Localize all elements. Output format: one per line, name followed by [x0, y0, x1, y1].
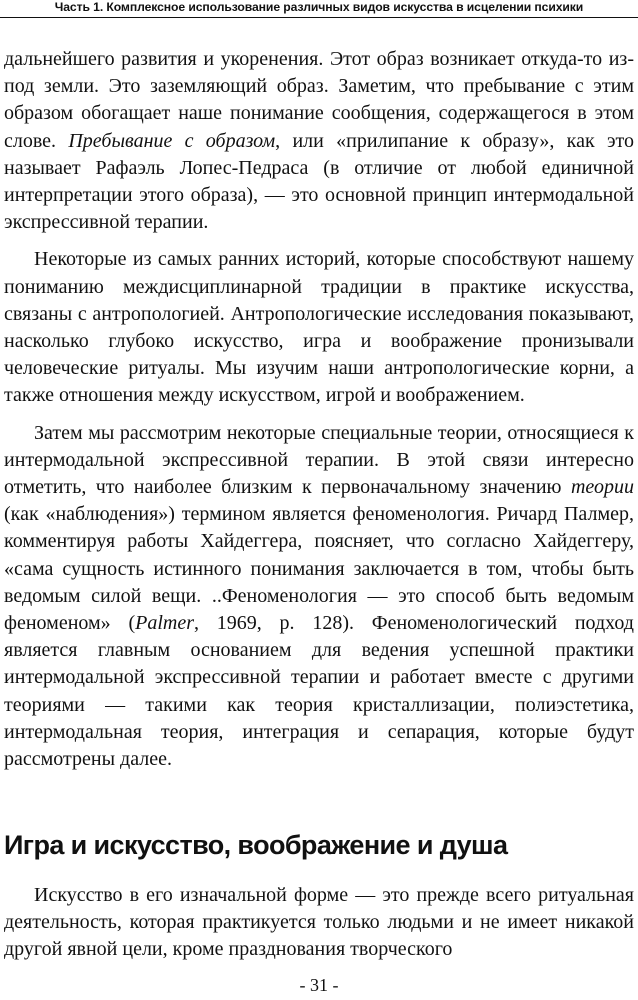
header-rule	[0, 17, 638, 18]
page-number: - 31 -	[299, 975, 339, 995]
italic-term: Пребывание с образом	[68, 129, 276, 152]
section-heading: Игра и искусство, воображение и душа	[4, 830, 508, 860]
paragraph-text: Затем мы рассмотрим некоторые специальные теории, относящиеся к интермодальной экспрессивной терапии. В этой связи интересно отметить, что наиболее близким к первоначальному значению	[4, 421, 634, 499]
running-header: Часть 1. Комплексное использование различных видов искусства в исцелении психики	[54, 0, 584, 14]
section-paragraph: Искусство в его изначальной форме — это прежде всего ритуальная деятельность, которая практикуется только людьми и не имеет никакой другой явной цели, кроме празднования творческого	[4, 884, 634, 961]
paragraph-theories	[4, 420, 634, 774]
body-text	[4, 46, 634, 773]
italic-term: теории	[570, 476, 634, 499]
citation-author: Palmer	[135, 612, 194, 635]
paragraph-continuation	[4, 46, 634, 236]
paragraph-anthropology: Некоторые из самых ранних историй, которые способствуют нашему пониманию междисциплинарной традиции в практике искусства, связаны с антропологией. Антропологические исследования показывают, насколько глубоко искусство, игра и воображение пронизывали человеческие ритуалы. Мы изучим наши антропологические корни, а также отношения между искусством, игрой и воображением.	[4, 248, 634, 407]
paragraph-text: , или «прилипание к образу», как это называет Рафаэль Лопес-Педраса (в отличие от любой единичной интерпретации этого образа), — это основной принцип интермодальной экспрессивной терапии.	[4, 129, 635, 234]
paragraph-text: , 1969, р. 128). Феноменологический подход является главным основанием для ведения успешной практики интермодальной экспрессивной терапии и работает вместе с другими теориями — такими как теория кристаллизации, полиэстетика, интермодальная теория, интеграция и сепарация, которые будут рассмотрены далее.	[4, 612, 634, 771]
paragraph-text: дальнейшего развития и укоренения. Этот образ возникает откуда-то из-под земли. Это заземляющий образ. Заметим, что пребывание с этим образом обогащает наше понимание сообщения, содержащегося в этом слове.	[4, 48, 634, 152]
paragraph-text: (как «наблюдения») термином является феноменология. Ричард Палмер, комментируя работы Хайдеггера, поясняет, что согласно Хайдеггеру, «сама сущность истинного понимания заключается в том, чтобы быть ведомым силой вещи. ..Феноменология — это способ быть ведомым феноменом» (	[4, 503, 634, 635]
